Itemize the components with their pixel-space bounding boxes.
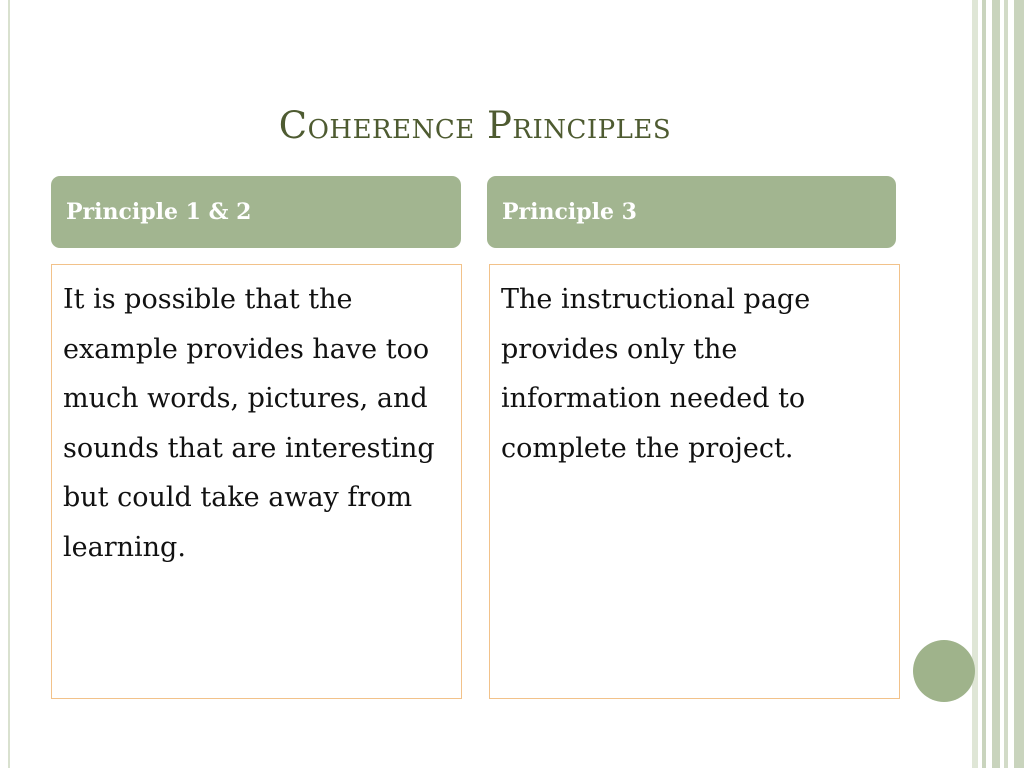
principle-3-body: The instructional page provides only the information needed to complete the project. (489, 264, 900, 699)
slide-title: Coherence Principles (278, 104, 672, 147)
principle-1-2-header: Principle 1 & 2 (51, 176, 461, 248)
accent-circle (913, 640, 975, 702)
principle-1-2-body: It is possible that the example provides have too much words, pictures, and sounds that are interesting but could take away from learning. (51, 264, 462, 699)
principle-3-header: Principle 3 (487, 176, 896, 248)
right-stripe-decoration (972, 0, 1024, 768)
